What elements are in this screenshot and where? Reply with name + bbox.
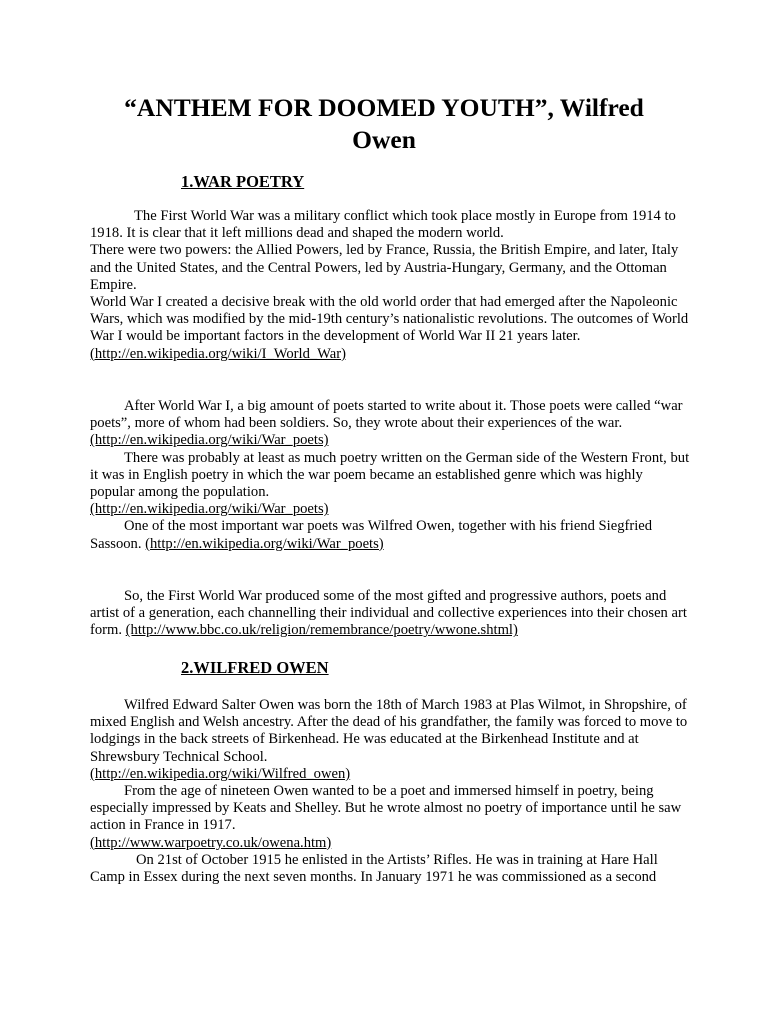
citation-link-war-poets-3[interactable]: (http://en.wikipedia.org/wiki/War_poets) bbox=[145, 535, 384, 552]
paragraph-owen-birth: Wilfred Edward Salter Owen was born the 18th of March 1983 at Plas Wilmot, in Shropshire, of mixed English and Welsh ancestry. After the dead of his grandfather, the family was forced to move to lodgings in the back streets of Birkenhead. He was educated at the Birkenhead Institute and at Shrewsbury Technical School. bbox=[90, 697, 688, 765]
citation-link-bbc[interactable]: (http://www.bbc.co.uk/religion/remembrance/poetry/wwone.shtml) bbox=[125, 622, 518, 639]
paragraph-owen-sassoon bbox=[90, 518, 690, 552]
citation-link-war-poets-2[interactable]: (http://en.wikipedia.org/wiki/War_poets) bbox=[90, 501, 329, 518]
paragraph-gifted-authors bbox=[90, 588, 690, 640]
paragraph-owen-poet: From the age of nineteen Owen wanted to be a poet and immersed himself in poetry, being especially impressed by Keats and Shelley. But he wrote almost no poetry of importance until he saw action in France in 1917. bbox=[90, 783, 682, 834]
section-wilfred-owen-block bbox=[90, 697, 690, 886]
section-heading-war-poetry: 1.WAR POETRY bbox=[181, 172, 305, 191]
gifted-authors-text: So, the First World War produced some of the most gifted and progressive authors, poets and artist of a generation, each channelling their individual and collective experiences into their chosen art form. bbox=[90, 588, 687, 639]
section-war-poetry-block-2 bbox=[90, 398, 690, 553]
owen-sassoon-text: One of the most important war poets was Wilfred Owen, together with his friend Siegfried Sassoon. bbox=[90, 518, 653, 552]
paragraph-powers: There were two powers: the Allied Powers, led by France, Russia, the British Empire, and later, Italy and the United States, and the Central Powers, led by Austria-Hungary, Germany, and the Ottoman Empire. bbox=[90, 242, 679, 293]
citation-link-world-war[interactable]: (http://en.wikipedia.org/wiki/I_World_War) bbox=[90, 345, 346, 362]
section-heading-wilfred-owen: 2.WILFRED OWEN bbox=[181, 658, 329, 677]
section-war-poetry-block-1 bbox=[90, 208, 690, 363]
citation-link-warpoetry[interactable]: (http://www.warpoetry.co.uk/owena.htm) bbox=[90, 834, 332, 851]
paragraph-world-order: World War I created a decisive break with the old world order that had emerged after the Napoleonic Wars, which was modified by the mid-19th century’s nationalistic revolutions. The outcomes of World War I would be important factors in the development of World War II 21 years later. bbox=[90, 294, 689, 345]
citation-link-wilfred-owen[interactable]: (http://en.wikipedia.org/wiki/Wilfred_owen) bbox=[90, 765, 351, 782]
document-title: “ANTHEM FOR DOOMED YOUTH”, Wilfred Owen bbox=[124, 93, 644, 154]
citation-link-war-poets-1[interactable]: (http://en.wikipedia.org/wiki/War_poets) bbox=[90, 432, 329, 449]
paragraph-ww1-intro: The First World War was a military conflict which took place mostly in Europe from 1914 to 1918. It is clear that it left millions dead and shaped the modern world. bbox=[90, 208, 676, 242]
paragraph-german-poetry: There was probably at least as much poetry written on the German side of the Western Front, but it was in English poetry in which the war poem became an established genre which was highly popular among the population. bbox=[90, 449, 690, 501]
paragraph-war-poets: After World War I, a big amount of poets started to write about it. Those poets were called “war poets”, more of whom had been soldiers. So, they wrote about their experiences of the war. bbox=[90, 398, 683, 432]
paragraph-owen-enlisted: On 21st of October 1915 he enlisted in the Artists’ Rifles. He was in training at Hare Hall Camp in Essex during the next seven months. In January 1971 he was commissioned as a second bbox=[90, 851, 658, 886]
section-war-poetry-block-3 bbox=[90, 588, 690, 640]
